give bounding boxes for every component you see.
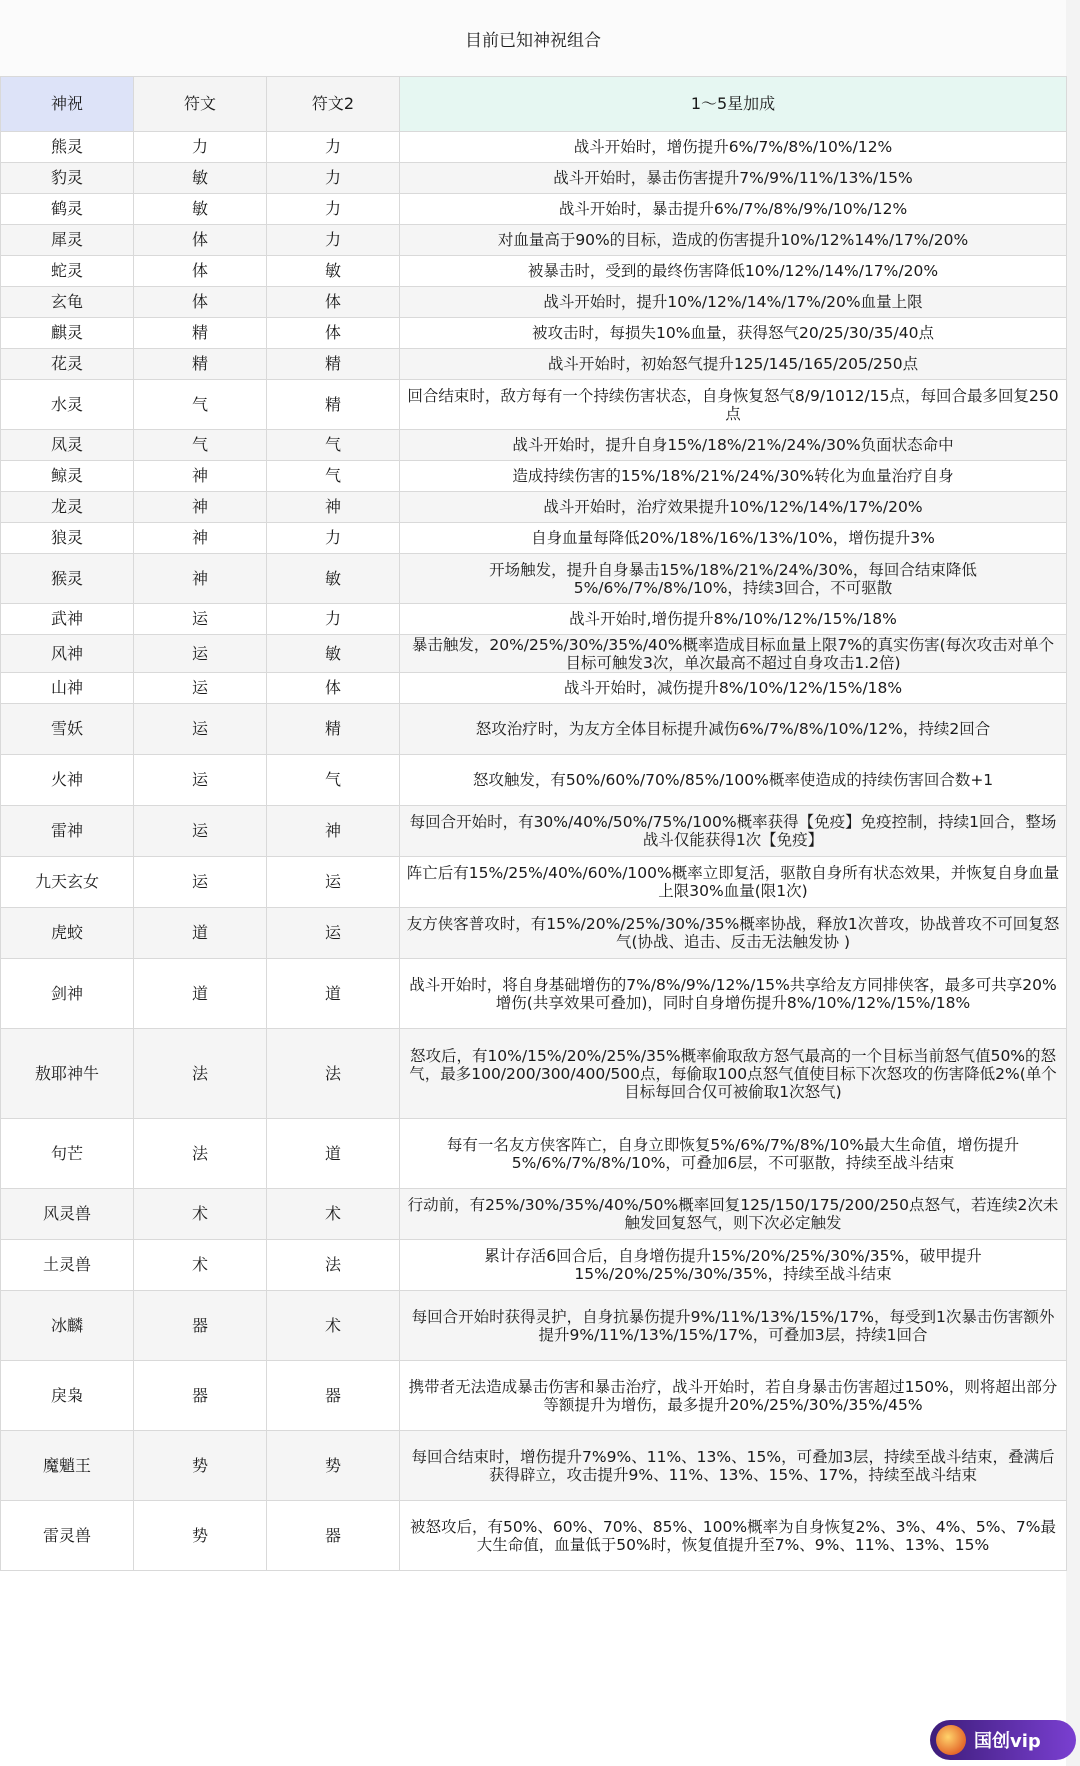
cell-bonus: 累计存活6回合后，自身增伤提升15%/20%/25%/30%/35%，破甲提升15%/20%/25%/30%/35%，持续至战斗结束: [400, 1240, 1067, 1291]
cell-bonus: 怒攻治疗时，为友方全体目标提升减伤6%/7%/8%/10%/12%，持续2回合: [400, 704, 1067, 755]
cell-name: 豹灵: [1, 163, 134, 194]
table-row: [1, 163, 1067, 194]
cell-rune2: 精: [267, 704, 400, 755]
table-header-row: [1, 77, 1067, 132]
cell-name: 水灵: [1, 380, 134, 430]
cell-rune1: 精: [134, 349, 267, 380]
cell-bonus: 每回合开始时，有30%/40%/50%/75%/100%概率获得【免疫】免疫控制，持续1回合，整场战斗仅能获得1次【免疫】: [400, 806, 1067, 857]
cell-rune1: 运: [134, 673, 267, 704]
cell-name: 狼灵: [1, 523, 134, 554]
cell-rune2: 力: [267, 604, 400, 635]
cell-rune2: 力: [267, 194, 400, 225]
cell-name: 九天玄女: [1, 857, 134, 908]
cell-rune2: 器: [267, 1501, 400, 1571]
cell-rune1: 运: [134, 604, 267, 635]
cell-rune1: 体: [134, 287, 267, 318]
cell-name: 句芒: [1, 1119, 134, 1189]
cell-rune2: 神: [267, 806, 400, 857]
cell-name: 麒灵: [1, 318, 134, 349]
cell-rune1: 运: [134, 857, 267, 908]
cell-name: 冰麟: [1, 1291, 134, 1361]
cell-rune2: 气: [267, 430, 400, 461]
cell-rune1: 法: [134, 1029, 267, 1119]
table-row: [1, 554, 1067, 604]
cell-bonus: 战斗开始时，治疗效果提升10%/12%/14%/17%/20%: [400, 492, 1067, 523]
cell-rune1: 气: [134, 430, 267, 461]
cell-rune2: 运: [267, 857, 400, 908]
table-row: [1, 604, 1067, 635]
cell-bonus: 被攻击时，每损失10%血量，获得怒气20/25/30/35/40点: [400, 318, 1067, 349]
cell-rune1: 敏: [134, 163, 267, 194]
cell-rune1: 运: [134, 806, 267, 857]
cell-bonus: 战斗开始时，暴击提升6%/7%/8%/9%/10%/12%: [400, 194, 1067, 225]
table-row: [1, 1361, 1067, 1431]
cell-name: 雪妖: [1, 704, 134, 755]
table-row: [1, 132, 1067, 163]
table-row: [1, 349, 1067, 380]
cell-name: 风灵兽: [1, 1189, 134, 1240]
cell-rune2: 法: [267, 1240, 400, 1291]
table-row: [1, 806, 1067, 857]
cell-name: 戾枭: [1, 1361, 134, 1431]
cell-name: 武神: [1, 604, 134, 635]
header-bonus: 1～5星加成: [400, 77, 1067, 132]
cell-rune2: 运: [267, 908, 400, 959]
table-row: [1, 287, 1067, 318]
table-row: [1, 256, 1067, 287]
cell-rune1: 精: [134, 318, 267, 349]
cell-rune1: 神: [134, 523, 267, 554]
cell-name: 犀灵: [1, 225, 134, 256]
cell-name: 虎蛟: [1, 908, 134, 959]
cell-bonus: 阵亡后有15%/25%/40%/60%/100%概率立即复活，驱散自身所有状态效果，并恢复自身血量上限30%血量(限1次): [400, 857, 1067, 908]
cell-rune2: 敏: [267, 635, 400, 673]
cell-bonus: 战斗开始时，增伤提升6%/7%/8%/10%/12%: [400, 132, 1067, 163]
cell-rune1: 术: [134, 1240, 267, 1291]
cell-rune1: 法: [134, 1119, 267, 1189]
cell-bonus: 造成持续伤害的15%/18%/21%/24%/30%转化为血量治疗自身: [400, 461, 1067, 492]
cell-rune1: 运: [134, 635, 267, 673]
cell-name: 鹤灵: [1, 194, 134, 225]
cell-bonus: 战斗开始时，提升自身15%/18%/21%/24%/30%负面状态命中: [400, 430, 1067, 461]
cell-name: 玄龟: [1, 287, 134, 318]
cell-bonus: 每回合开始时获得灵护，自身抗暴伤提升9%/11%/13%/15%/17%，每受到1次暴击伤害额外提升9%/11%/13%/15%/17%，可叠加3层，持续1回合: [400, 1291, 1067, 1361]
cell-rune1: 气: [134, 380, 267, 430]
table-row: [1, 194, 1067, 225]
cell-rune2: 法: [267, 1029, 400, 1119]
cell-rune2: 敏: [267, 554, 400, 604]
cell-name: 土灵兽: [1, 1240, 134, 1291]
cell-rune2: 气: [267, 461, 400, 492]
cell-name: 花灵: [1, 349, 134, 380]
table-row: [1, 1189, 1067, 1240]
cell-name: 猴灵: [1, 554, 134, 604]
cell-rune2: 神: [267, 492, 400, 523]
cell-rune1: 器: [134, 1291, 267, 1361]
cell-bonus: 行动前，有25%/30%/35%/40%/50%概率回复125/150/175/200/250点怒气，若连续2次未触发回复怒气，则下次必定触发: [400, 1189, 1067, 1240]
page-title: 目前已知神祝组合: [0, 0, 1066, 77]
table-row: [1, 1029, 1067, 1119]
cell-name: 雷灵兽: [1, 1501, 134, 1571]
cell-name: 敖耶神牛: [1, 1029, 134, 1119]
cell-bonus: 自身血量每降低20%/18%/16%/13%/10%，增伤提升3%: [400, 523, 1067, 554]
cell-rune1: 神: [134, 461, 267, 492]
cell-rune1: 势: [134, 1501, 267, 1571]
cell-bonus: 战斗开始时，将自身基础增伤的7%/8%/9%/12%/15%共享给友方同排侠客，最多可共享20%增伤(共享效果可叠加)，同时自身增伤提升8%/10%/12%/15%/18%: [400, 959, 1067, 1029]
table-row: [1, 1240, 1067, 1291]
header-rune2: 符文2: [267, 77, 400, 132]
cell-bonus: 回合结束时，敌方每有一个持续伤害状态，自身恢复怒气8/9/1012/15点，每回合最多回复250点: [400, 380, 1067, 430]
table-row: [1, 635, 1067, 673]
table-row: [1, 673, 1067, 704]
cell-name: 蛇灵: [1, 256, 134, 287]
cell-bonus: 战斗开始时,增伤提升8%/10%/12%/15%/18%: [400, 604, 1067, 635]
table-row: [1, 1431, 1067, 1501]
table-row: [1, 704, 1067, 755]
cell-bonus: 战斗开始时，初始怒气提升125/145/165/205/250点: [400, 349, 1067, 380]
cell-rune2: 精: [267, 349, 400, 380]
header-name: 神祝: [1, 77, 134, 132]
cell-rune1: 敏: [134, 194, 267, 225]
cell-bonus: 友方侠客普攻时，有15%/20%/25%/30%/35%概率协战，释放1次普攻，协战普攻不可回复怒气(协战、追击、反击无法触发协 ): [400, 908, 1067, 959]
cell-bonus: 怒攻后，有10%/15%/20%/25%/35%概率偷取敌方怒气最高的一个目标当前怒气值50%的怒气，最多100/200/300/400/500点，每偷取100点怒气值使目标下次怒攻的伤害降低2%(单个目标每回合仅可被偷取1次怒气): [400, 1029, 1067, 1119]
cell-rune1: 运: [134, 755, 267, 806]
cell-bonus: 暴击触发，20%/25%/30%/35%/40%概率造成目标血量上限7%的真实伤害(每次攻击对单个目标可触发3次，单次最高不超过自身攻击1.2倍): [400, 635, 1067, 673]
cell-bonus: 被暴击时，受到的最终伤害降低10%/12%/14%/17%/20%: [400, 256, 1067, 287]
cell-bonus: 战斗开始时，减伤提升8%/10%/12%/15%/18%: [400, 673, 1067, 704]
header-rune1: 符文: [134, 77, 267, 132]
cell-name: 凤灵: [1, 430, 134, 461]
cell-rune1: 神: [134, 554, 267, 604]
cell-name: 魔魈王: [1, 1431, 134, 1501]
table-row: [1, 523, 1067, 554]
cell-rune2: 术: [267, 1189, 400, 1240]
cell-rune1: 体: [134, 225, 267, 256]
cell-rune1: 势: [134, 1431, 267, 1501]
cell-bonus: 战斗开始时，暴击伤害提升7%/9%/11%/13%/15%: [400, 163, 1067, 194]
table-row: [1, 318, 1067, 349]
table-row: [1, 430, 1067, 461]
cell-bonus: 开场触发，提升自身暴击15%/18%/21%/24%/30%，每回合结束降低5%/6%/7%/8%/10%，持续3回合，不可驱散: [400, 554, 1067, 604]
cell-rune2: 道: [267, 959, 400, 1029]
right-edge: [1066, 0, 1080, 1766]
cell-rune1: 神: [134, 492, 267, 523]
cell-name: 熊灵: [1, 132, 134, 163]
cell-bonus: 怒攻触发，有50%/60%/70%/85%/100%概率使造成的持续伤害回合数+1: [400, 755, 1067, 806]
cell-rune2: 体: [267, 287, 400, 318]
cell-rune1: 力: [134, 132, 267, 163]
table-row: [1, 1119, 1067, 1189]
cell-rune2: 力: [267, 523, 400, 554]
cell-bonus: 每回合结束时，增伤提升7%9%、11%、13%、15%，可叠加3层，持续至战斗结束，叠满后获得辟立，攻击提升9%、11%、13%、15%、17%，持续至战斗结束: [400, 1431, 1067, 1501]
table-row: [1, 225, 1067, 256]
cell-name: 鲸灵: [1, 461, 134, 492]
table-row: [1, 1501, 1067, 1571]
cell-name: 山神: [1, 673, 134, 704]
cell-rune2: 敏: [267, 256, 400, 287]
cell-rune1: 运: [134, 704, 267, 755]
table-row: [1, 380, 1067, 430]
cell-rune2: 力: [267, 225, 400, 256]
cell-rune1: 道: [134, 908, 267, 959]
cell-name: 风神: [1, 635, 134, 673]
table-row: [1, 908, 1067, 959]
cell-bonus: 携带者无法造成暴击伤害和暴击治疗，战斗开始时，若自身暴击伤害超过150%，则将超出部分等额提升为增伤，最多提升20%/25%/30%/35%/45%: [400, 1361, 1067, 1431]
cell-rune2: 精: [267, 380, 400, 430]
vip-badge: [930, 1720, 1076, 1760]
cell-rune2: 气: [267, 755, 400, 806]
cell-name: 雷神: [1, 806, 134, 857]
cell-rune1: 道: [134, 959, 267, 1029]
table-row: [1, 857, 1067, 908]
badge-label: 国创vip: [974, 1731, 1041, 1752]
table-row: [1, 461, 1067, 492]
cell-rune2: 力: [267, 163, 400, 194]
cell-bonus: 战斗开始时，提升10%/12%/14%/17%/20%血量上限: [400, 287, 1067, 318]
cell-rune1: 器: [134, 1361, 267, 1431]
cell-rune2: 道: [267, 1119, 400, 1189]
cell-rune2: 体: [267, 318, 400, 349]
cell-rune2: 体: [267, 673, 400, 704]
blessing-table: [0, 76, 1067, 1571]
cell-rune1: 术: [134, 1189, 267, 1240]
cell-rune2: 器: [267, 1361, 400, 1431]
cell-rune2: 术: [267, 1291, 400, 1361]
cell-name: 剑神: [1, 959, 134, 1029]
cell-rune1: 体: [134, 256, 267, 287]
cell-name: 龙灵: [1, 492, 134, 523]
cell-rune2: 力: [267, 132, 400, 163]
badge-logo-icon: [936, 1725, 966, 1755]
cell-name: 火神: [1, 755, 134, 806]
cell-bonus: 对血量高于90%的目标，造成的伤害提升10%/12%14%/17%/20%: [400, 225, 1067, 256]
table-row: [1, 492, 1067, 523]
table-row: [1, 959, 1067, 1029]
cell-bonus: 每有一名友方侠客阵亡，自身立即恢复5%/6%/7%/8%/10%最大生命值，增伤提升5%/6%/7%/8%/10%，可叠加6层，不可驱散，持续至战斗结束: [400, 1119, 1067, 1189]
table-row: [1, 1291, 1067, 1361]
cell-rune2: 势: [267, 1431, 400, 1501]
cell-bonus: 被怒攻后，有50%、60%、70%、85%、100%概率为自身恢复2%、3%、4%、5%、7%最大生命值，血量低于50%时，恢复值提升至7%、9%、11%、13%、15%: [400, 1501, 1067, 1571]
table-row: [1, 755, 1067, 806]
